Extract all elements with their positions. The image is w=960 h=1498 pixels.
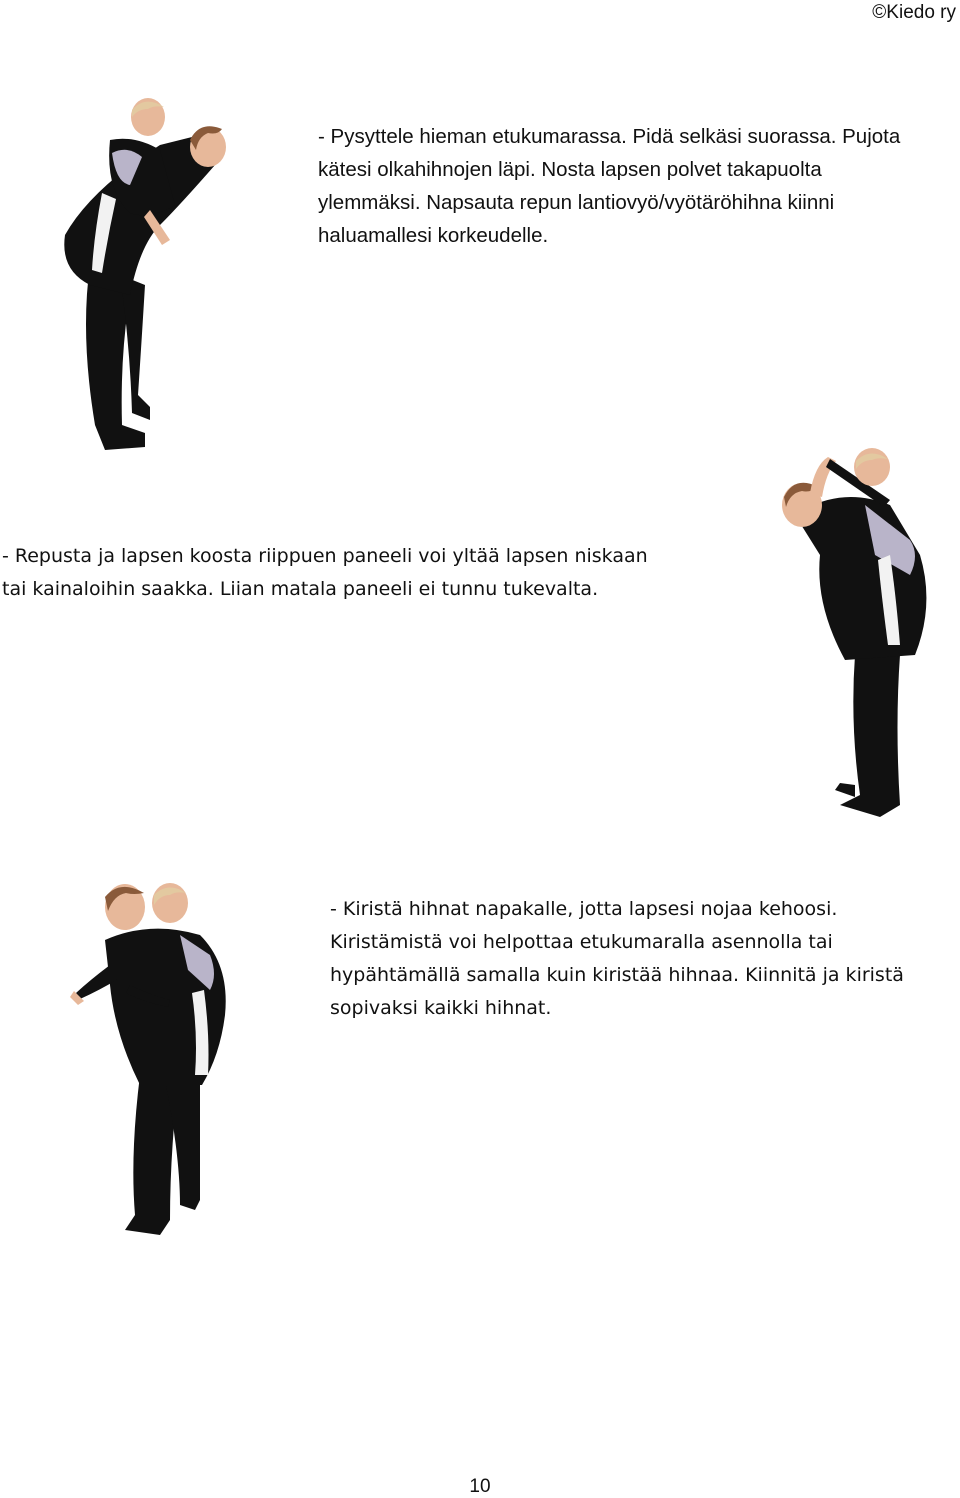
photo-carrier-step-panel-height bbox=[770, 445, 945, 830]
paragraph-line: - Kiristä hihnat napakalle, jotta lapsesi nojaa kehoosi. bbox=[330, 898, 838, 920]
person-leaning-illustration bbox=[50, 95, 240, 460]
person-tightening-illustration bbox=[70, 875, 245, 1250]
instruction-paragraph-2 bbox=[2, 540, 702, 606]
paragraph-line: - Repusta ja lapsen koosta riippuen paneeli voi yltää lapsen niskaan bbox=[2, 545, 648, 567]
page-number: 10 bbox=[469, 1476, 491, 1497]
photo-carrier-step-tighten-straps bbox=[70, 875, 245, 1250]
paragraph-line: sopivaksi kaikki hihnat. bbox=[330, 997, 552, 1019]
photo-carrier-step-lean-forward bbox=[50, 95, 240, 460]
instruction-paragraph-1 bbox=[318, 120, 948, 252]
paragraph-line: Kiristämistä voi helpottaa etukumaralla asennolla tai bbox=[330, 931, 833, 953]
paragraph-line: tai kainaloihin saakka. Liian matala paneeli ei tunnu tukevalta. bbox=[2, 578, 599, 600]
instruction-paragraph-3 bbox=[330, 893, 945, 1025]
paragraph-line: - Pysyttele hieman etukumarassa. Pidä selkäsi suorassa. Pujota bbox=[318, 125, 901, 148]
paragraph-line: haluamallesi korkeudelle. bbox=[318, 224, 549, 247]
paragraph-line: ylemmäksi. Napsauta repun lantiovyö/vyötäröhihna kiinni bbox=[318, 191, 835, 214]
person-strap-illustration bbox=[770, 445, 945, 830]
paragraph-line: kätesi olkahihnojen läpi. Nosta lapsen polvet takapuolta bbox=[318, 158, 822, 181]
paragraph-line: hypähtämällä samalla kuin kiristää hihnaa. Kiinnitä ja kiristä bbox=[330, 964, 904, 986]
copyright-text: ©Kiedo ry bbox=[872, 2, 956, 23]
page-header bbox=[872, 2, 956, 24]
